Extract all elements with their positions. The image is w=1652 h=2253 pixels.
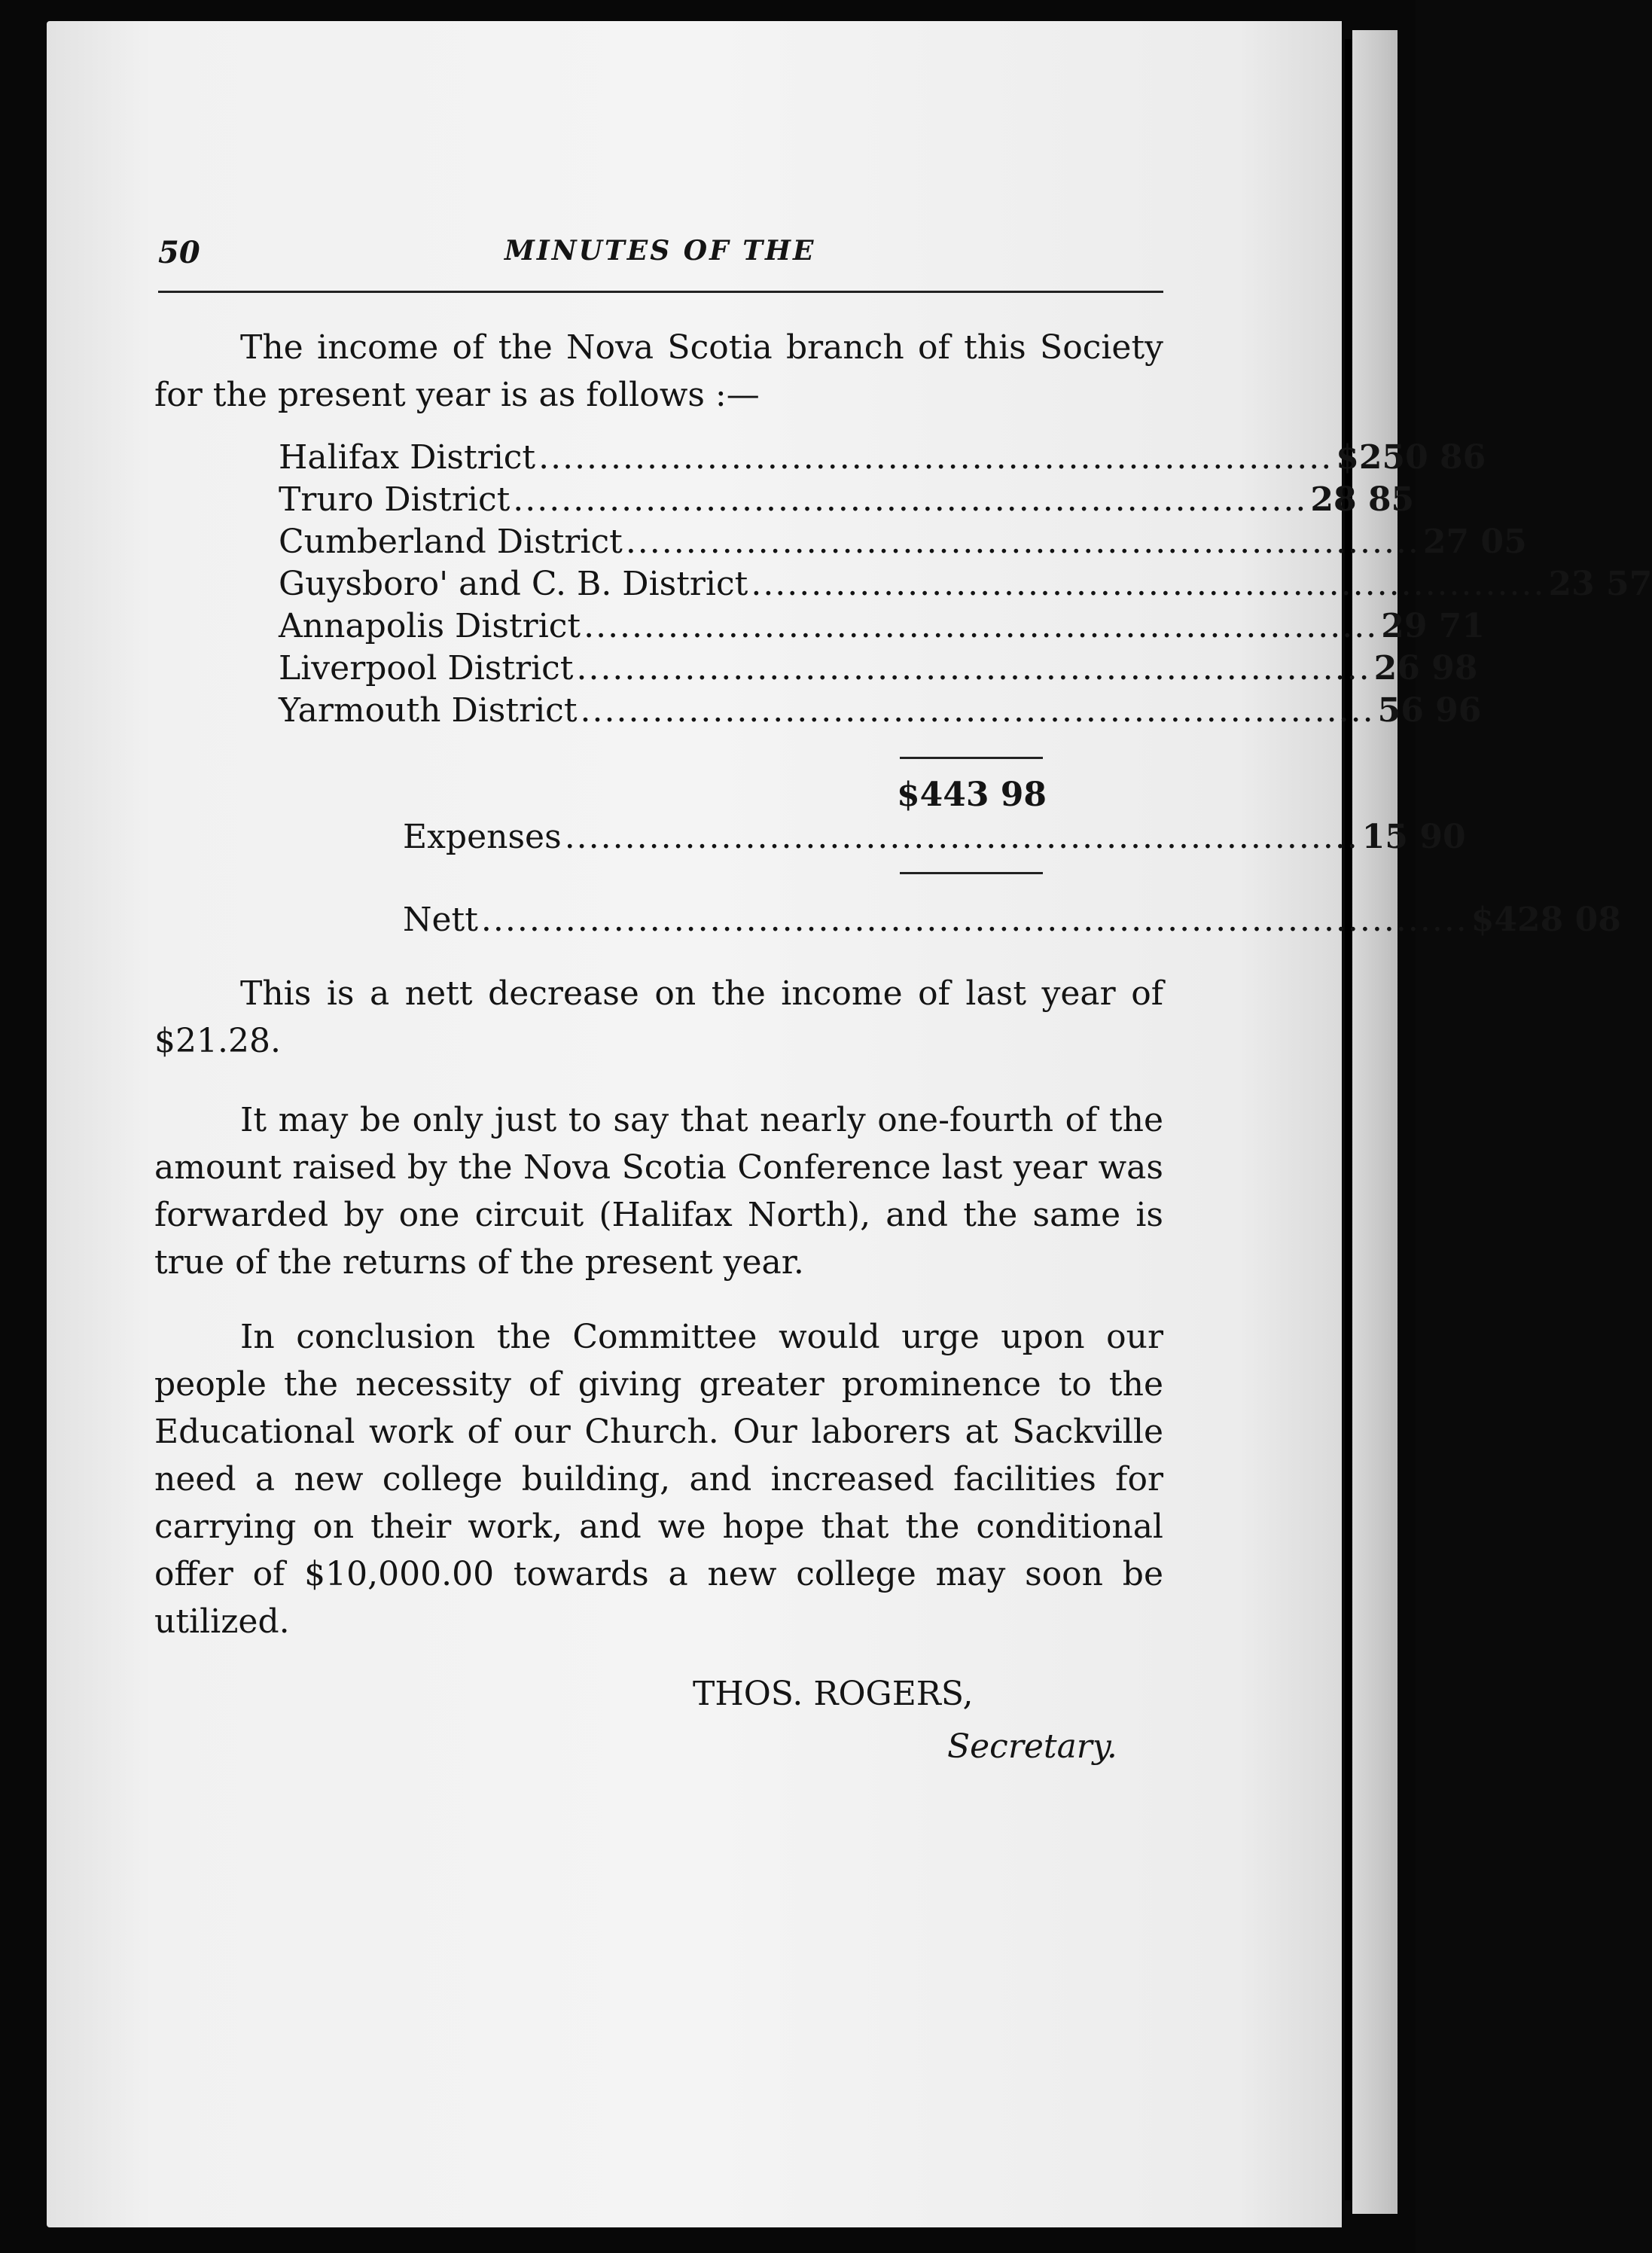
dot-leader: .................................................................. [584,607,1379,645]
nett-label: Nett [403,901,478,939]
sum-rule [900,757,1043,759]
ledger-amount: 29 71 [1381,607,1485,645]
page-header [158,235,1163,295]
ledger-label: Cumberland District [279,523,623,561]
total-line [279,776,1047,818]
nett-line [403,901,1621,943]
ledger-amount: 27 05 [1422,523,1527,561]
expenses-line [403,818,1466,860]
ledger-label: Annapolis District [279,607,581,645]
nett-amount: $428 08 [1471,901,1621,939]
ledger-row [279,649,1478,691]
total-row [279,776,1047,818]
ledger-row [279,523,1527,565]
expenses-amount: 15 90 [1361,818,1466,856]
body-paragraph: It may be only just to say that nearly one-fourth of the amount raised by the Nova Scotia Conference last year was forwarded by one circuit (Halifax North), and the same is true of the returns of the present year. [154,1101,1163,1282]
running-head: MINUTES OF THE [504,235,816,267]
dot-leader: .................................................................. [513,480,1308,519]
signature-name: THOS. ROGERS, [693,1675,974,1713]
dot-leader: .................................................................. [580,691,1375,730]
header-rule [158,291,1163,293]
income-ledger [279,438,1652,733]
dot-leader: .................................................................................. [480,901,1468,939]
expenses-row [403,818,1466,860]
ledger-amount: 26 98 [1373,649,1478,687]
ledger-row [279,607,1485,649]
dot-leader: .................................................................. [751,565,1546,603]
ledger-amount: 56 96 [1377,691,1482,730]
dot-leader: .................................................................. [625,523,1420,561]
ledger-row [279,691,1482,733]
total-amount: $443 98 [896,776,1047,814]
nett-row [403,901,1621,943]
dot-leader: .................................................................. [564,818,1359,856]
ledger-amount: 23 57 [1548,565,1652,603]
body-paragraph: This is a nett decrease on the income of last year of $21.28. [154,974,1163,1060]
intro-paragraph: The income of the Nova Scotia branch of this Society for the present year is as follows :— [154,328,1163,414]
next-page-edge [1352,30,1397,2214]
ledger-amount: 28 85 [1310,480,1415,519]
dot-leader: .................................................................. [538,438,1333,477]
expenses-label: Expenses [403,818,562,856]
ledger-label: Halifax District [279,438,536,477]
ledger-label: Yarmouth District [279,691,578,730]
ledger-label: Guysboro' and C. B. District [279,565,748,603]
ledger-amount: $250 86 [1336,438,1486,477]
dot-leader: .................................................................. [576,649,1371,687]
ledger-label: Liverpool District [279,649,574,687]
ledger-row [279,438,1486,480]
signature-title: Secretary. [947,1727,1117,1766]
sum-rule [900,872,1043,874]
page-number: 50 [158,235,200,270]
body-paragraph: In conclusion the Committee would urge upon our people the necessity of giving greater prominence to the Educational work of our Church. Our laborers at Sackville need a new college building, and increased facilities for carrying on their work, and we hope that the conditional offer of $10,000.00 towards a new college may soon be utilized. [154,1318,1163,1641]
ledger-label: Truro District [279,480,511,519]
page-gutter [1345,39,1352,2200]
ledger-row [279,565,1652,607]
ledger-row [279,480,1415,523]
